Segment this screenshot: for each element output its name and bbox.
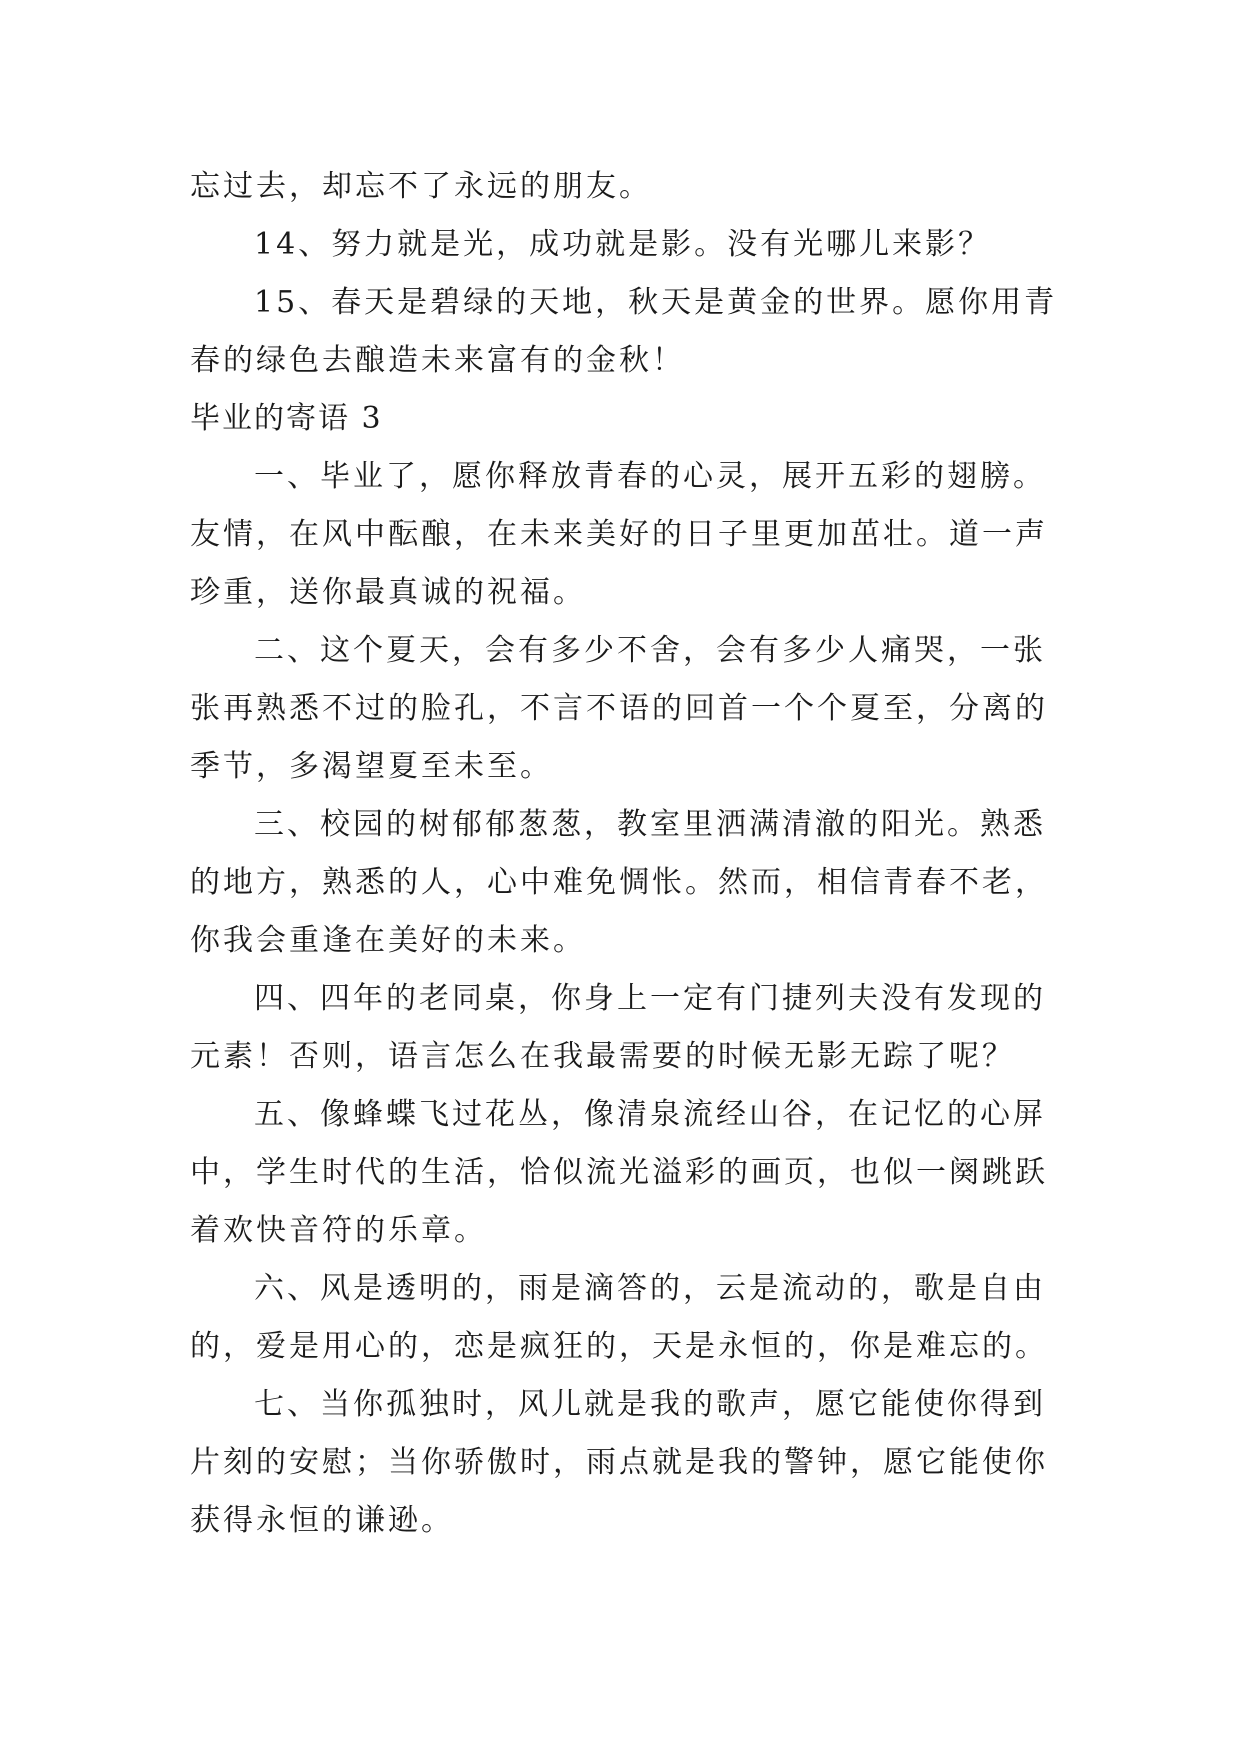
text-line: 季节，多渴望夏至未至。 [190, 749, 553, 784]
text-line: 获得永恒的谦逊。 [190, 1503, 454, 1538]
text-line: 友情，在风中酝酿，在未来美好的日子里更加茁壮。道一声 [190, 517, 1048, 552]
text-line: 15、春天是碧绿的天地，秋天是黄金的世界。愿你用青 [254, 285, 1058, 320]
text-line: 三、校园的树郁郁葱葱，教室里洒满清澈的阳光。熟悉 [254, 807, 1046, 842]
text-line: 二、这个夏天，会有多少不舍，会有多少人痛哭，一张 [254, 633, 1046, 668]
text-line: 你我会重逢在美好的未来。 [190, 923, 586, 958]
text-line: 春的绿色去酿造未来富有的金秋！ [190, 343, 685, 378]
text-line: 珍重，送你最真诚的祝福。 [190, 575, 586, 610]
text-line: 中，学生时代的生活，恰似流光溢彩的画页，也似一阕跳跃 [190, 1155, 1048, 1190]
text-line: 一、毕业了，愿你释放青春的心灵，展开五彩的翅膀。 [254, 459, 1046, 494]
text-line: 着欢快音符的乐章。 [190, 1213, 487, 1248]
text-line: 14、努力就是光，成功就是影。没有光哪儿来影？ [254, 227, 992, 262]
text-line: 的，爱是用心的，恋是疯狂的，天是永恒的，你是难忘的。 [190, 1329, 1048, 1364]
section-heading: 毕业的寄语 3 [190, 401, 383, 436]
document-body [190, 158, 1060, 1550]
text-line: 元素！否则，语言怎么在我最需要的时候无影无踪了呢？ [190, 1039, 1015, 1074]
text-line: 忘过去，却忘不了永远的朋友。 [190, 169, 652, 204]
text-line: 六、风是透明的，雨是滴答的，云是流动的，歌是自由 [254, 1271, 1046, 1306]
text-line: 的地方，熟悉的人，心中难免惆怅。然而，相信青春不老， [190, 865, 1048, 900]
text-line: 七、当你孤独时，风儿就是我的歌声，愿它能使你得到 [254, 1387, 1046, 1422]
text-line: 五、像蜂蝶飞过花丛，像清泉流经山谷，在记忆的心屏 [254, 1097, 1046, 1132]
text-line: 片刻的安慰；当你骄傲时，雨点就是我的警钟，愿它能使你 [190, 1445, 1048, 1480]
text-line: 张再熟悉不过的脸孔，不言不语的回首一个个夏至，分离的 [190, 691, 1048, 726]
text-line: 四、四年的老同桌，你身上一定有门捷列夫没有发现的 [254, 981, 1046, 1016]
